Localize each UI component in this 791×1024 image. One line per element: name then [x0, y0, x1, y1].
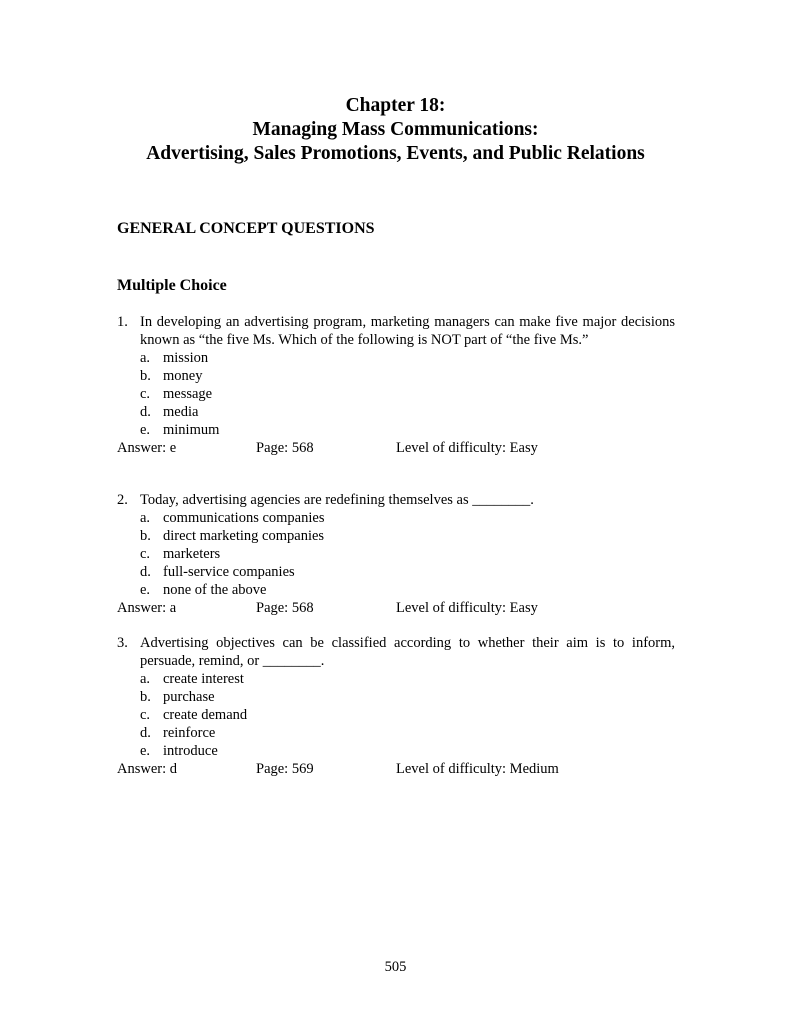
option-c	[117, 706, 675, 724]
question-number: 1.	[117, 314, 128, 330]
option-d	[117, 724, 675, 742]
option-letter: a.	[140, 671, 151, 687]
option-letter: b.	[140, 689, 151, 705]
answer-line	[117, 760, 675, 778]
option-letter: c.	[140, 546, 151, 562]
option-letter: c.	[140, 707, 151, 723]
answer-page: Page: 569	[256, 761, 314, 777]
option-e	[117, 421, 675, 439]
chapter-title-line-2: Managing Mass Communications:	[252, 119, 539, 140]
option-text: minimum	[163, 422, 220, 438]
option-text: none of the above	[163, 582, 267, 598]
option-d	[117, 563, 675, 581]
answer-key: Answer: d	[117, 761, 178, 777]
answer-key: Answer: a	[117, 600, 177, 616]
option-text: direct marketing companies	[163, 528, 325, 544]
option-text: money	[163, 368, 203, 384]
chapter-title-line-1: Chapter 18:	[345, 95, 446, 116]
option-a	[117, 509, 675, 527]
option-letter: e.	[140, 422, 151, 438]
option-c	[117, 385, 675, 403]
option-letter: e.	[140, 582, 151, 598]
answer-page: Page: 568	[256, 600, 314, 616]
question-3	[117, 634, 675, 778]
section-heading: GENERAL CONCEPT QUESTIONS	[117, 220, 375, 237]
option-text: reinforce	[163, 725, 216, 741]
answer-line	[117, 599, 675, 617]
option-letter: a.	[140, 350, 151, 366]
chapter-title-line-3: Advertising, Sales Promotions, Events, and Public Relations	[146, 143, 645, 164]
option-e	[117, 742, 675, 760]
question-number: 2.	[117, 492, 128, 508]
option-text: purchase	[163, 689, 215, 705]
question-text: Advertising objectives can be classified according to whether their aim is to inform, persuade, remind, or ________.	[140, 635, 675, 669]
option-letter: b.	[140, 368, 151, 384]
option-text: message	[163, 386, 213, 402]
option-letter: c.	[140, 386, 151, 402]
answer-line	[117, 439, 675, 457]
option-text: create demand	[163, 707, 248, 723]
chapter-title	[0, 94, 791, 166]
option-b	[117, 367, 675, 385]
option-text: marketers	[163, 546, 221, 562]
option-letter: b.	[140, 528, 151, 544]
option-letter: a.	[140, 510, 151, 526]
option-a	[117, 349, 675, 367]
option-b	[117, 688, 675, 706]
option-letter: d.	[140, 725, 151, 741]
sub-heading: Multiple Choice	[117, 277, 227, 294]
page-number: 505	[384, 959, 407, 975]
option-e	[117, 581, 675, 599]
answer-key: Answer: e	[117, 440, 177, 456]
option-a	[117, 670, 675, 688]
option-text: mission	[163, 350, 209, 366]
option-text: create interest	[163, 671, 244, 687]
question-stem	[117, 491, 675, 509]
option-text: communications companies	[163, 510, 325, 526]
question-text: In developing an advertising program, marketing managers can make five major decisions known as “the five Ms. Which of the following is NOT part of “the five Ms.”	[140, 314, 675, 348]
difficulty-level: Level of difficulty: Easy	[396, 600, 538, 616]
question-text: Today, advertising agencies are redefining themselves as ________.	[140, 492, 534, 508]
answer-page: Page: 568	[256, 440, 314, 456]
difficulty-level: Level of difficulty: Easy	[396, 440, 538, 456]
option-letter: e.	[140, 743, 151, 759]
option-d	[117, 403, 675, 421]
option-text: media	[163, 404, 199, 420]
question-number: 3.	[117, 635, 128, 651]
difficulty-level: Level of difficulty: Medium	[396, 761, 559, 777]
option-b	[117, 527, 675, 545]
question-stem	[117, 313, 675, 349]
question-2	[117, 491, 675, 617]
option-text: introduce	[163, 743, 218, 759]
option-letter: d.	[140, 564, 151, 580]
option-c	[117, 545, 675, 563]
question-1	[117, 313, 675, 457]
option-text: full-service companies	[163, 564, 295, 580]
option-letter: d.	[140, 404, 151, 420]
question-stem	[117, 634, 675, 670]
